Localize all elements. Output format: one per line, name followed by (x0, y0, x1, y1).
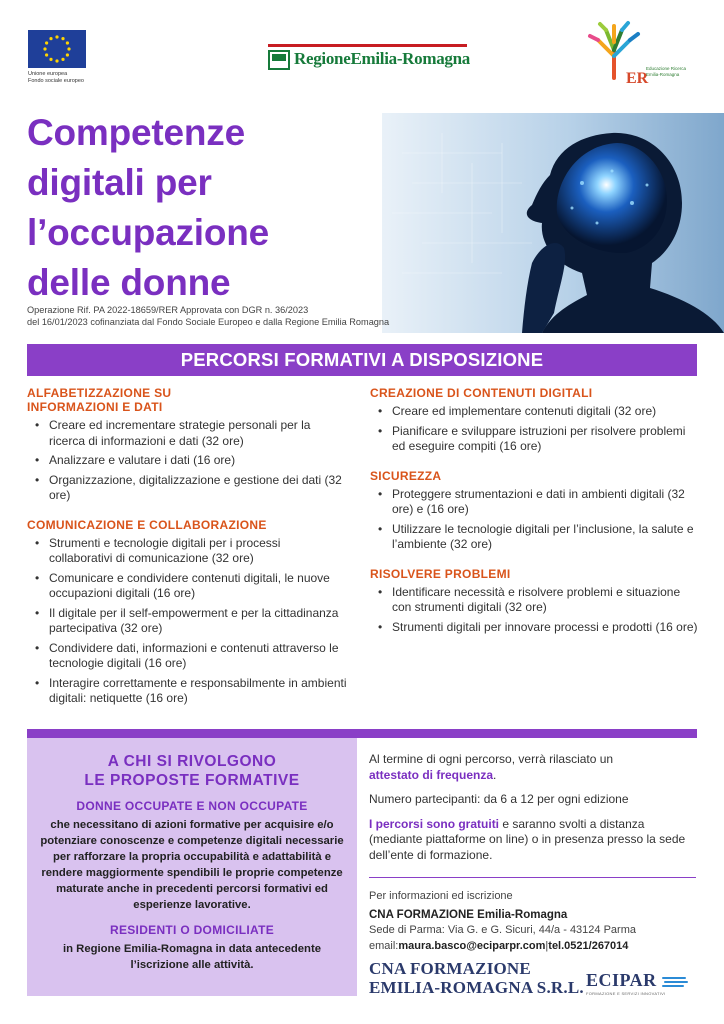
certificate-period: . (493, 767, 497, 782)
eu-flag-icon (28, 30, 86, 68)
free-courses-paragraph (369, 817, 699, 864)
category-title: CREAZIONE DI CONTENUTI DIGITALI (370, 386, 593, 400)
courses-left-column (27, 386, 347, 721)
course-list (27, 536, 347, 707)
target-title-line: A CHI SI RIVOLGONO (107, 753, 277, 770)
eu-caption-line2: Fondo sociale europeo (28, 78, 84, 84)
email-label: email: (369, 939, 399, 952)
hero-image (382, 113, 724, 333)
title-line-2: digitali per (27, 162, 212, 203)
regione-emblem-icon (268, 50, 290, 70)
section-band (27, 344, 697, 376)
eu-caption-line1: Unione europea (28, 71, 68, 77)
er-caption: Educazione Ricerca Emilia-Romagna (646, 66, 687, 77)
contact-label: Per informazioni ed iscrizione (369, 890, 513, 902)
band-title: PERCORSI FORMATIVI A DISPOSIZIONE (180, 349, 544, 370)
category-title-line: INFORMAZIONI E DATI (27, 400, 163, 414)
list-item: • Interagire correttamente e responsabilmente in ambienti digitali: netiquette (16 ore) (27, 676, 347, 707)
cna-logo-line: CNA FORMAZIONE (369, 959, 531, 978)
course-list (370, 404, 700, 455)
participants-text: Numero partecipanti: da 6 a 12 per ogni edizione (369, 792, 629, 806)
category-title (27, 518, 347, 532)
er-education-logo (584, 20, 694, 90)
ecipar-logo (586, 970, 696, 1000)
certificate-paragraph (369, 752, 699, 783)
list-item: • Organizzazione, digitalizzazione e gestione dei dati (32 ore) (27, 473, 347, 504)
list-item: • Comunicare e condividere contenuti digitali, le nuove occupazioni digitali (16 ore) (27, 571, 347, 602)
list-item: • Utilizzare le tecnologie digitali per l’inclusione, la salute e l’ambiente (32 ore) (370, 522, 700, 553)
title-line-3: l’occupazione (27, 212, 270, 253)
target-subtitle: DONNE OCCUPATE E NON OCCUPATE (76, 799, 308, 813)
target-description: che necessitano di azioni formative per acquisire e/o potenziare conoscenze e competenze digitali necessarie per rafforzare la propria occupabilità e adattabilità e rendere maggiormente spendibili le proprie competenze maturate anche in precedenti percorsi formativi ed esperienze lavorative. (40, 819, 344, 911)
residence-line: l’iscrizione alle attività. (130, 959, 254, 971)
certificate-text: Al termine di ogni percorso, verrà rilasciato un (369, 752, 614, 766)
free-text: e saranno svolti a distanza (mediante piattaforme on line) o in presenza presso la sede dell’ente di formazione. (369, 816, 686, 862)
list-item: • Analizzare e valutare i dati (16 ore) (27, 453, 347, 469)
list-item: • Creare ed incrementare strategie personali per la ricerca di informazioni e dati (32 ore) (27, 418, 347, 449)
courses-right-column (370, 386, 700, 649)
list-item: • Strumenti e tecnologie digitali per i processi collaborativi di comunicazione (32 ore) (27, 536, 347, 567)
course-list (370, 585, 700, 636)
list-item: • Condividere dati, informazioni e contenuti attraverso le tecnologie digitali (16 ore) (27, 641, 347, 672)
email-link[interactable]: maura.basco@eciparpr.com (398, 939, 546, 952)
course-info (369, 752, 699, 872)
residence-subtitle: RESIDENTI O DOMICILIATE (109, 923, 274, 937)
title-line-4: delle donne (27, 262, 231, 303)
course-list (370, 487, 700, 553)
residence-description (27, 941, 357, 973)
category-title: RISOLVERE PROBLEMI (370, 566, 511, 581)
er-letters: ER (626, 70, 649, 87)
ecipar-swoosh-icon (661, 974, 689, 990)
list-item: • Proteggere strumentazioni e dati in ambienti digitali (32 ore) e (16 ore) (370, 487, 700, 518)
contact-address: Sede di Parma: Via G. e G. Sicuri, 44/a - 43124 Parma (369, 924, 636, 936)
page-title (27, 108, 407, 308)
ecipar-tagline: FORMAZIONE E SERVIZI INNOVATIVI (586, 991, 666, 996)
region-name: RegioneEmilia-Romagna (294, 49, 470, 68)
category-title-line: COMUNICAZIONE E COLLABORAZIONE (27, 517, 267, 532)
title-line-1: Competenze (27, 112, 245, 153)
target-title (27, 752, 357, 790)
regione-emilia-romagna-logo (268, 44, 468, 72)
target-title-line: LE PROPOSTE FORMATIVE (84, 772, 300, 789)
list-item: • Creare ed implementare contenuti digitali (32 ore) (370, 404, 700, 420)
eu-logo (28, 30, 88, 85)
operation-line-2: del 16/01/2023 cofinanziata dal Fondo Sociale Europeo e dalla Regione Emilia Romagna (27, 316, 390, 327)
cna-logo-line: EMILIA-ROMAGNA S.R.L. (369, 978, 584, 997)
phone-number[interactable]: tel.0521/267014 (548, 939, 629, 952)
list-item: • Strumenti digitali per innovare processi e prodotti (16 ore) (370, 620, 700, 636)
contact-divider (369, 877, 696, 878)
operation-reference (27, 305, 457, 328)
operation-line-1: Operazione Rif. PA 2022-18659/RER Approvata con DGR n. 36/2023 (27, 305, 309, 315)
contact-org: CNA FORMAZIONE Emilia-Romagna (369, 908, 568, 921)
ecipar-wordmark: ECIPAR (586, 970, 657, 990)
cna-formazione-logo (369, 959, 584, 997)
course-list (27, 418, 347, 504)
list-item: • Identificare necessità e risolvere problemi e situazione con strumenti digitali (32 ore) (370, 585, 700, 616)
category-title: SICUREZZA (370, 468, 442, 483)
certificate-highlight: attestato di frequenza (369, 767, 494, 782)
residence-line: in Regione Emilia-Romagna in data antecedente (63, 943, 321, 955)
free-highlight: I percorsi sono gratuiti (369, 816, 500, 831)
category-title-line: ALFABETIZZAZIONE SU (27, 386, 172, 400)
divider-bar (27, 729, 697, 738)
target-audience-panel (27, 738, 357, 996)
separator: | (545, 939, 549, 952)
list-item: • Il digitale per il self-empowerment e per la cittadinanza partecipativa (32 ore) (27, 606, 347, 637)
category-title (27, 386, 347, 414)
contact-email-line (369, 939, 699, 955)
list-item: • Pianificare e sviluppare istruzioni per risolvere problemi ed eseguire compiti (16 ore) (370, 424, 700, 455)
contact-block (369, 889, 699, 954)
